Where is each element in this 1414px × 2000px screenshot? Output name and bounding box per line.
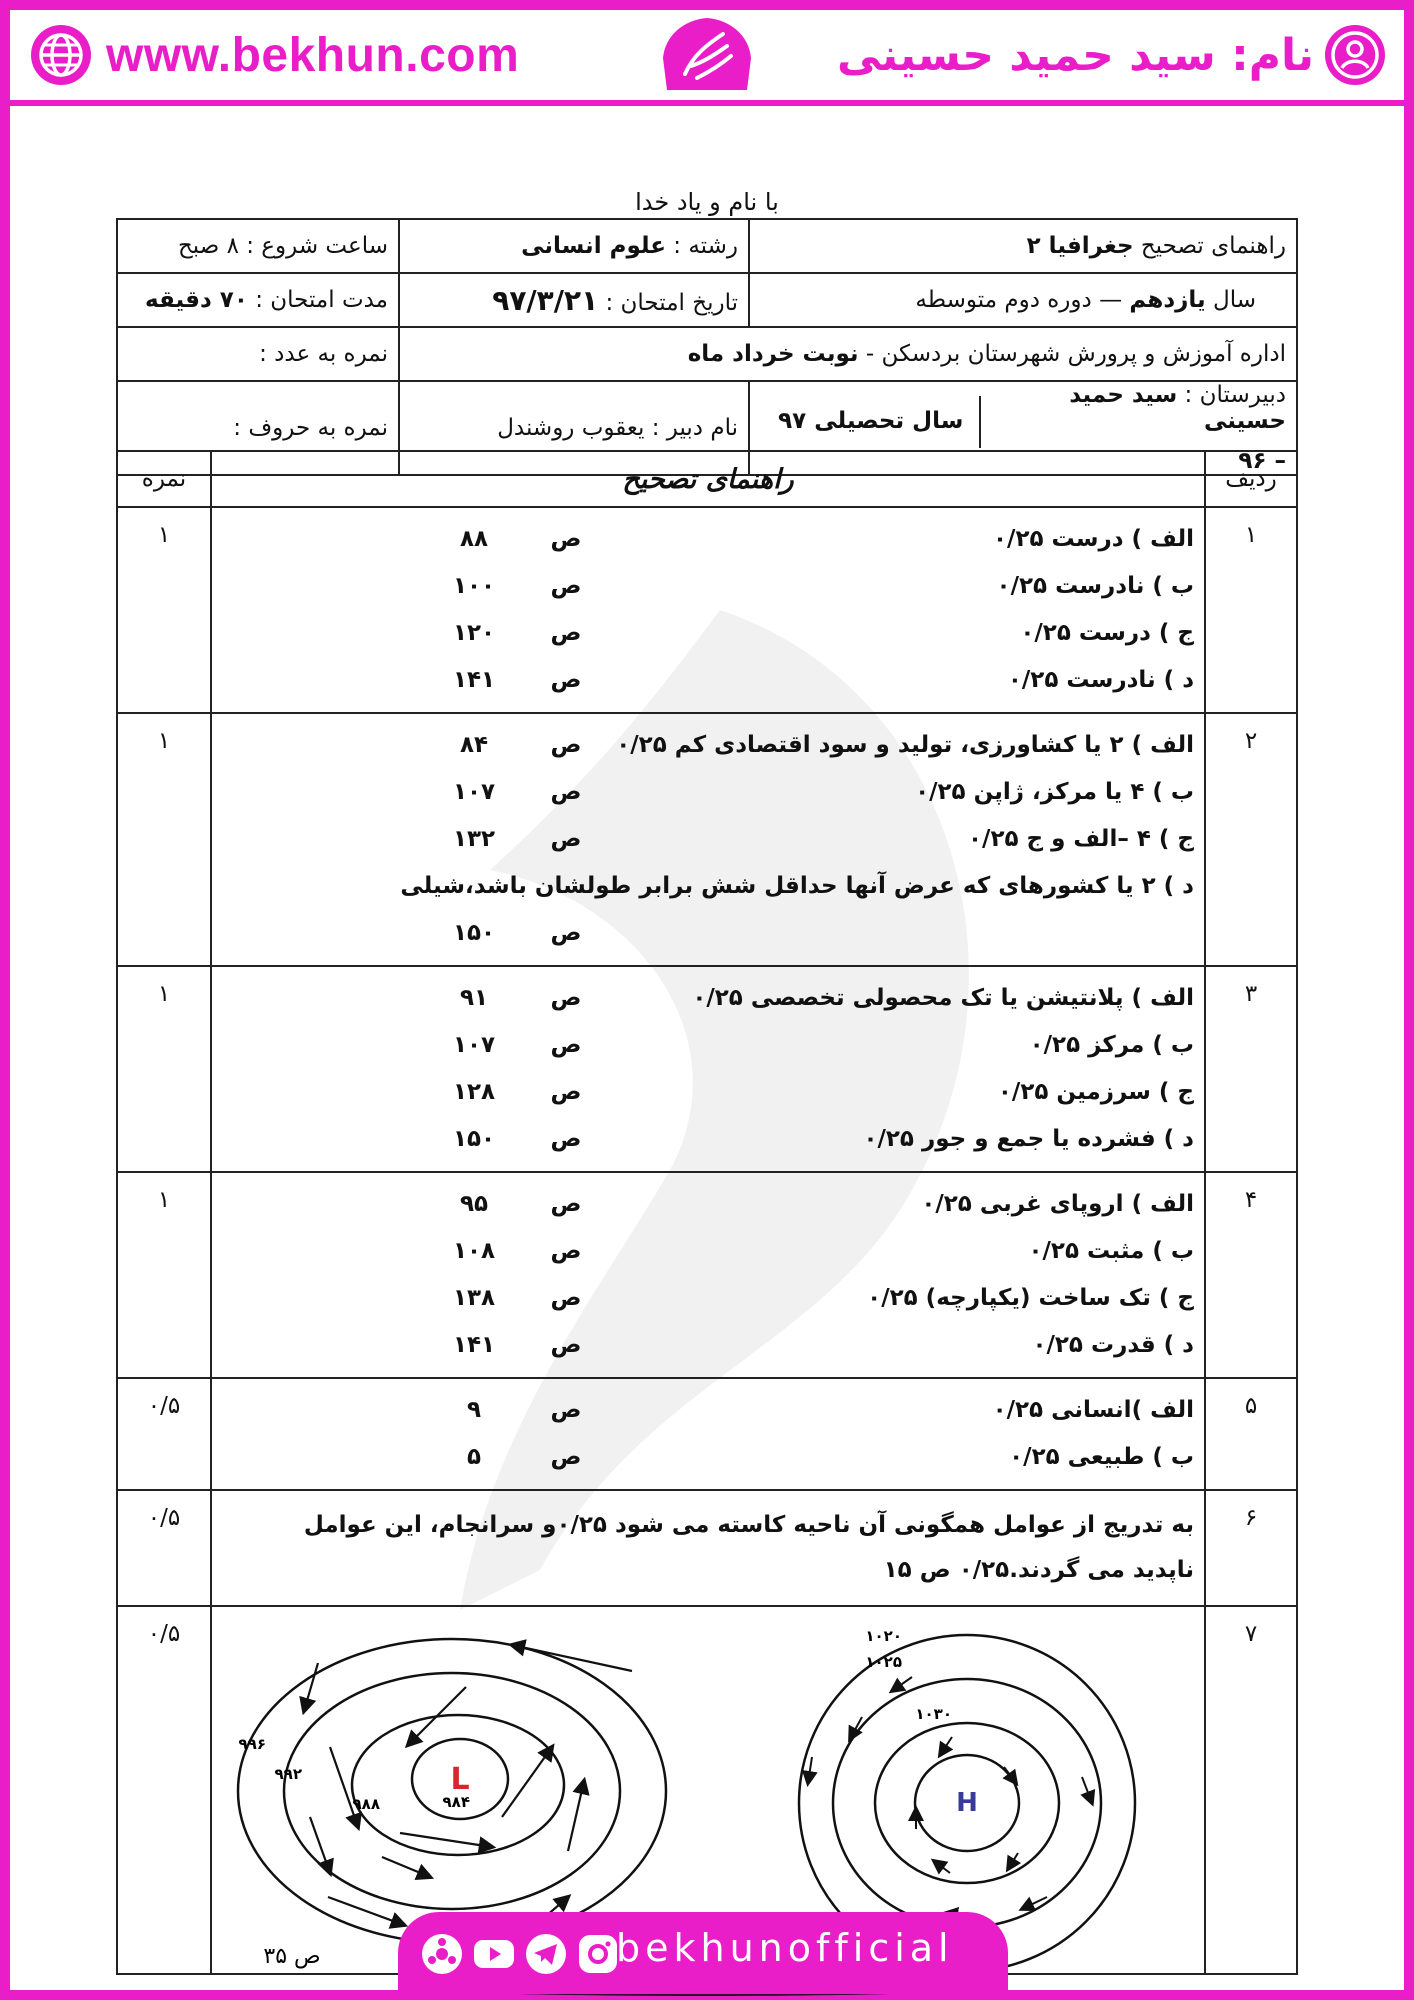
page-abbr: ص: [550, 1285, 582, 1311]
table-row: [117, 507, 1297, 713]
answer-text: د ) قدرت ۰/۲۵: [1032, 1332, 1194, 1358]
answer-line: [222, 1275, 1194, 1322]
table-row-q6: [117, 1490, 1297, 1606]
page-number: ۹۱: [459, 985, 489, 1011]
page-number: ۱۰۰: [452, 573, 496, 599]
duration-label: مدت امتحان :: [255, 287, 388, 313]
page-abbr: ص: [550, 826, 582, 852]
isobar-label: ۹۹۶: [238, 1735, 266, 1753]
answer-cell: [211, 507, 1205, 713]
answer-line: [222, 563, 1194, 610]
social-footer[interactable]: [398, 1912, 1008, 1994]
answer-line: [222, 816, 1194, 863]
page-abbr: ص: [550, 573, 582, 599]
page-abbr: ص: [550, 1238, 582, 1264]
field-label: رشته :: [673, 233, 738, 259]
page-abbr: ص: [550, 1332, 582, 1358]
page-number: ۱۵۰: [452, 1126, 496, 1152]
year-suffix: — دوره دوم متوسطه: [915, 287, 1123, 313]
page-number: ۱۲۰: [452, 620, 496, 646]
answer-text: ج ) درست ۰/۲۵: [1020, 620, 1194, 646]
answer-line: [222, 657, 1194, 704]
social-handle: bekhunofficial: [616, 1926, 954, 1970]
website-link[interactable]: [30, 24, 519, 86]
page-abbr: ص: [550, 732, 582, 758]
table-row: [117, 1172, 1297, 1378]
telegram-icon[interactable]: [524, 1932, 568, 1976]
term: نوبت خرداد ماه: [687, 341, 859, 367]
answer-text: به تدریج از عوامل همگونی آن ناحیه کاسته می شود ۰/۲۵و سرانجام، این عوامل ناپدید می گردند.۰/۲۵ ص ۱۵: [303, 1512, 1194, 1583]
questions-body: [117, 507, 1297, 1490]
answer-line: [222, 769, 1194, 816]
answer-text: الف ) پلانتیشن یا تک محصولی تخصصی ۰/۲۵: [692, 985, 1194, 1011]
page-number: ۹: [466, 1397, 482, 1423]
header-guide-text: راهنمای تصحیح: [622, 463, 794, 495]
podcast-icon[interactable]: [420, 1932, 464, 1976]
answer-text: الف ) درست ۰/۲۵: [993, 526, 1194, 552]
answer-line: [222, 1069, 1194, 1116]
answer-cell: [211, 966, 1205, 1172]
low-label: L: [450, 1762, 470, 1797]
answer-text: الف ) اروپای غربی ۰/۲۵: [921, 1191, 1194, 1217]
academic-year: سال تحصیلی ۹۷ – ۹۶: [778, 408, 1286, 474]
score-cell: ۱: [117, 1172, 211, 1378]
score-cell: ۰/۵: [117, 1490, 211, 1606]
page-number: ۱۳۸: [452, 1285, 496, 1311]
page-number: ۵: [466, 1444, 482, 1470]
page-abbr: ص: [550, 526, 582, 552]
score-words-field: نمره به حروف :: [117, 381, 399, 475]
answer-text: ب ) نادرست ۰/۲۵: [996, 573, 1194, 599]
answer-text: د ) فشرده یا جمع و جور ۰/۲۵: [863, 1126, 1194, 1152]
page-abbr: ص: [550, 620, 582, 646]
score-number-field: نمره به عدد :: [117, 327, 399, 381]
answer-text: ج ) سرزمین ۰/۲۵: [997, 1079, 1194, 1105]
page-reference: ص ۳۵: [263, 1944, 321, 1969]
exam-date-label: تاریخ امتحان :: [605, 289, 738, 316]
page-number: ۱۰۸: [452, 1238, 496, 1264]
row-number: ۵: [1205, 1378, 1297, 1490]
youtube-icon[interactable]: [472, 1932, 516, 1976]
header-score: نمره: [117, 451, 211, 507]
guide-title-cell: [749, 219, 1297, 273]
page: [10, 10, 1404, 1990]
answer-line: [222, 1228, 1194, 1275]
answer-line: [222, 1116, 1194, 1163]
answer-text: ب ) مرکز ۰/۲۵: [1029, 1032, 1194, 1058]
page-number: ۱۵۰: [452, 920, 496, 946]
page-abbr: ص: [550, 1126, 582, 1152]
header-row-number: ردیف: [1205, 451, 1297, 507]
answer-cell: [211, 1490, 1205, 1606]
answer-text: ج ) ۴ –الف و ج ۰/۲۵: [968, 826, 1194, 852]
row-number: ۷: [1205, 1606, 1297, 1974]
answer-line: [222, 1387, 1194, 1434]
social-icons: [420, 1932, 620, 1976]
page-number: ۹۵: [459, 1191, 489, 1217]
header: [10, 10, 1404, 106]
author-name: [837, 24, 1386, 86]
page-abbr: ص: [550, 779, 582, 805]
user-icon: [1324, 24, 1386, 86]
answer-line: [222, 975, 1194, 1022]
exam-date-value: ۹۷/۳/۲۱: [492, 283, 599, 317]
office-cell: [399, 327, 1297, 381]
isobar-label: ۱۰۲۵: [865, 1653, 902, 1671]
page-abbr: ص: [550, 667, 582, 693]
header-guide: [211, 451, 1205, 507]
row-number: ۲: [1205, 713, 1297, 966]
page-number: ۱۲۸: [452, 1079, 496, 1105]
row-number: ۳: [1205, 966, 1297, 1172]
office-text: اداره آموزش و پرورش شهرستان بردسکن -: [865, 341, 1286, 367]
bekhun-logo-icon: [661, 16, 753, 94]
start-time: ساعت شروع : ۸ صبح: [117, 219, 399, 273]
answer-line: [222, 1322, 1194, 1369]
answer-line: [222, 516, 1194, 563]
score-cell: ۰/۵: [117, 1606, 211, 1974]
table-header-row: [117, 451, 1297, 507]
answer-cell: [211, 1172, 1205, 1378]
answer-text: ب ) مثبت ۰/۲۵: [1028, 1238, 1194, 1264]
subject: جغرافیا ۲: [1026, 233, 1134, 259]
answer-text: ب ) طبیعی ۰/۲۵: [1009, 1444, 1194, 1470]
answer-text: الف ) ۲ یا کشاورزی، تولید و سود اقتصادی کم ۰/۲۵: [616, 732, 1194, 758]
school-value: سید حمید حسینی: [1069, 382, 1286, 434]
page-number: ۱۰۷: [452, 1032, 496, 1058]
instagram-icon[interactable]: [576, 1932, 620, 1976]
row-number: ۴: [1205, 1172, 1297, 1378]
page-number: ۸۴: [459, 732, 489, 758]
duration-cell: [117, 273, 399, 327]
score-cell: ۰/۵: [117, 1378, 211, 1490]
field-cell: [399, 219, 749, 273]
answer-text: د ) نادرست ۰/۲۵: [1007, 667, 1194, 693]
answer-line: [222, 610, 1194, 657]
answer-line: [222, 722, 1194, 769]
year-cell: [749, 273, 1297, 327]
exam-date-cell: [399, 273, 749, 327]
answer-line: [222, 910, 1194, 957]
duration-value: ۷۰ دقیقه: [145, 287, 248, 313]
score-cell: ۱: [117, 507, 211, 713]
high-label: H: [956, 1788, 978, 1818]
year-value: یازدهم: [1129, 287, 1206, 313]
isobar-label: ۹۸۴: [442, 1793, 470, 1811]
page-abbr: ص: [550, 1032, 582, 1058]
page-abbr: ص: [550, 985, 582, 1011]
guide-prefix: راهنمای تصحیح: [1140, 233, 1286, 259]
answer-table: [116, 450, 1298, 1975]
isobar-label: ۱۰۲۰: [865, 1627, 902, 1645]
low-pressure-system: [238, 1639, 666, 1943]
answer-line: [222, 1434, 1194, 1481]
page-abbr: ص: [550, 1444, 582, 1470]
table-row: [117, 966, 1297, 1172]
answer-text: الف )انسانی ۰/۲۵: [992, 1397, 1194, 1423]
year-label: سال: [1213, 287, 1256, 313]
field-value: علوم انسانی: [521, 233, 666, 259]
teacher-name: نام دبیر : یعقوب روشندل: [399, 381, 749, 475]
isobar-label: ۹۸۸: [352, 1795, 380, 1813]
page-abbr: ص: [550, 1079, 582, 1105]
answer-text: ج ) تک ساخت (یکپارچه) ۰/۲۵: [867, 1285, 1194, 1311]
table-row: [117, 713, 1297, 966]
school-info: [988, 382, 1286, 434]
page-number: ۱۴۱: [452, 667, 496, 693]
answer-cell: [211, 1378, 1205, 1490]
answer-cell: [211, 713, 1205, 966]
isobar-label: ۹۹۲: [274, 1765, 302, 1783]
page-abbr: ص: [550, 920, 582, 946]
page-title: با نام و یاد خدا: [635, 188, 779, 216]
table-row: [117, 1378, 1297, 1490]
score-cell: ۱: [117, 966, 211, 1172]
score-cell: ۱: [117, 713, 211, 966]
answer-text: د ) ۲ یا کشورهای که عرض آنها حداقل شش برابر طولشان باشد،شیلی: [400, 873, 1194, 899]
page-abbr: ص: [550, 1397, 582, 1423]
page-number: ۱۳۲: [452, 826, 496, 852]
author-name-text: نام: سید حمید حسینی: [837, 29, 1314, 81]
page-number: ۸۸: [459, 526, 489, 552]
answer-line: [222, 1022, 1194, 1069]
website-text: www.bekhun.com: [106, 28, 520, 82]
page-number: ۱۰۷: [452, 779, 496, 805]
row-number: ۶: [1205, 1490, 1297, 1606]
school-label: دبیرستان :: [1184, 382, 1286, 408]
isobar-label: ۱۰۳۰: [915, 1705, 952, 1723]
row-number: ۱: [1205, 507, 1297, 713]
globe-icon: [30, 24, 92, 86]
page-number: ۱۴۱: [452, 1332, 496, 1358]
exam-info-table: [116, 218, 1298, 476]
page-abbr: ص: [550, 1191, 582, 1217]
answer-text: ب ) ۴ یا مرکز، ژاپن ۰/۲۵: [915, 779, 1194, 805]
answer-line: [222, 1181, 1194, 1228]
answer-line: [222, 863, 1194, 910]
